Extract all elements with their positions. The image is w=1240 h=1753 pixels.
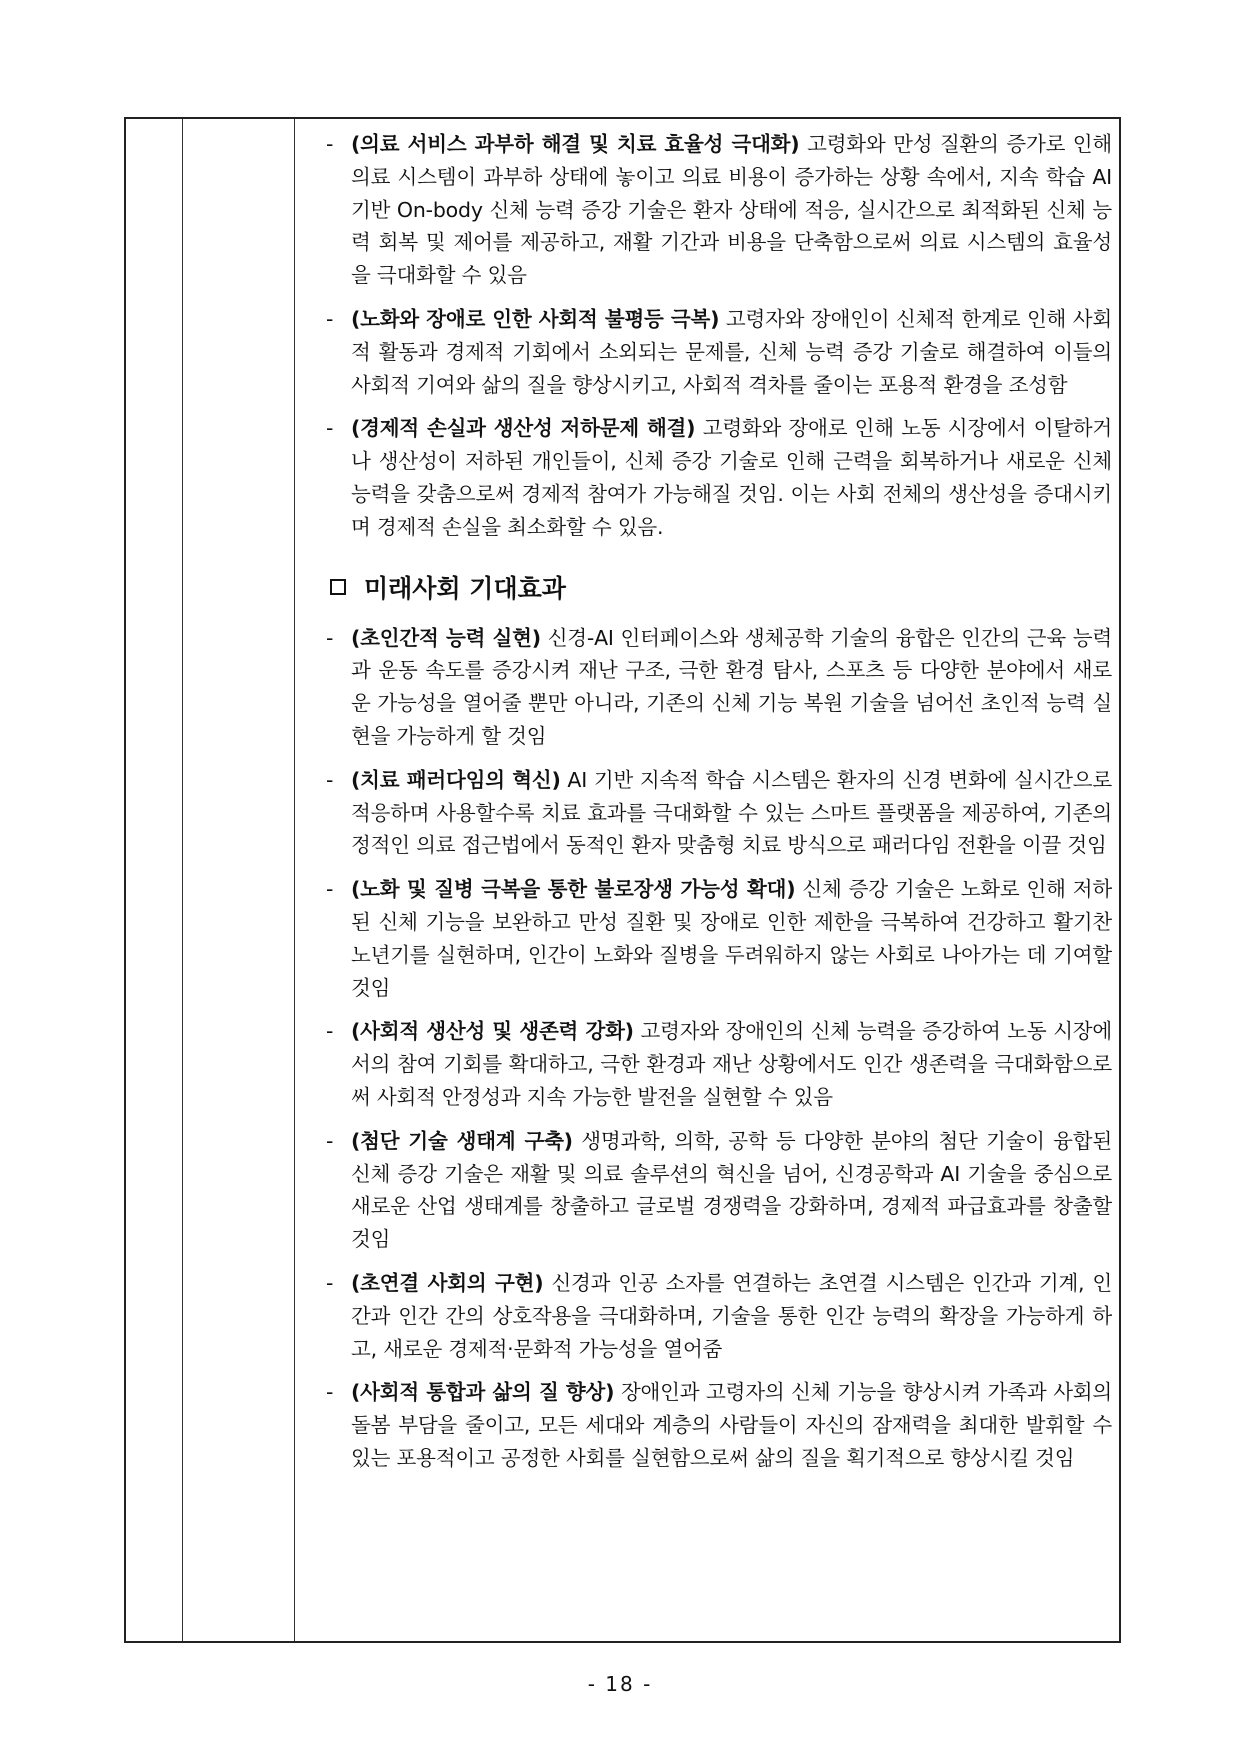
item-body: 고령자와 장애인이 신체적 한계로 인해 사회적 활동과 경제적 기회에서 소외되는 문제를, 신체 능력 증강 기술로 해결하여 이들의 사회적 기여와 삶의 질을 향상시키고, 사회적 격차를 줄이는 포용적 환경을 조성함 bbox=[351, 306, 1112, 397]
item-body: 고령자와 장애인의 신체 능력을 증강하여 노동 시장에서의 참여 기회를 확대하고, 극한 환경과 재난 상황에서도 인간 생존력을 극대화함으로써 사회적 안정성과 지속 가능한 발전을 실현할 수 있음 bbox=[351, 1019, 1113, 1109]
bullet-item bbox=[326, 128, 1112, 292]
column-divider-1 bbox=[182, 119, 183, 1641]
dash-marker: - bbox=[326, 1270, 334, 1295]
item-title: (사회적 통합과 삶의 질 향상) bbox=[351, 1380, 615, 1405]
bullet-item bbox=[326, 622, 1112, 753]
bullet-item bbox=[326, 764, 1112, 862]
item-title: (초인간적 능력 실현) bbox=[351, 625, 541, 650]
item-title: (초연결 사회의 구현) bbox=[351, 1270, 544, 1295]
item-title: (첨단 기술 생태계 구축) bbox=[351, 1128, 573, 1153]
item-title: (의료 서비스 과부하 해결 및 치료 효율성 극대화) bbox=[351, 132, 800, 156]
bullet-item bbox=[326, 303, 1112, 401]
bullet-item bbox=[326, 1267, 1112, 1365]
section-title: 미래사회 기대효과 bbox=[364, 573, 566, 603]
dash-marker: - bbox=[326, 416, 334, 441]
page-number: - 18 - bbox=[587, 1672, 653, 1696]
bullet-item bbox=[326, 1125, 1112, 1256]
item-body: AI 기반 지속적 학습 시스템은 환자의 신경 변화에 실시간으로 적응하며 사용할수록 치료 효과를 극대화할 수 있는 스마트 플랫폼을 제공하여, 기존의 정적인 의료 접근법에서 동적인 환자 맞춤형 치료 방식으로 패러다임 전환을 이끌 것임 bbox=[351, 767, 1112, 858]
bullet-item bbox=[326, 873, 1112, 1004]
item-body: 신경-AI 인터페이스와 생체공학 기술의 융합은 인간의 근육 능력과 운동 속도를 증강시켜 재난 구조, 극한 환경 탐사, 스포츠 등 다양한 분야에서 새로운 가능성을 열어줄 뿐만 아니라, 기존의 신체 기능 복원 기술을 넘어선 초인적 능력 실현을 가능하게 할 것임 bbox=[351, 625, 1112, 748]
content-cell bbox=[326, 128, 1112, 1486]
bullet-item bbox=[326, 412, 1112, 543]
dash-marker: - bbox=[326, 306, 334, 331]
dash-marker: - bbox=[326, 132, 334, 156]
bullet-item bbox=[326, 1376, 1112, 1474]
dash-marker: - bbox=[326, 1019, 334, 1044]
column-divider-2 bbox=[294, 119, 295, 1641]
checkbox-square-icon bbox=[330, 579, 346, 595]
item-title: (치료 패러다임의 혁신) bbox=[351, 767, 561, 792]
dash-marker: - bbox=[326, 625, 334, 650]
item-title: (노화와 장애로 인한 사회적 불평등 극복) bbox=[351, 306, 720, 331]
item-title: (경제적 손실과 생산성 저하문제 해결) bbox=[351, 416, 696, 441]
dash-marker: - bbox=[326, 877, 334, 902]
dash-marker: - bbox=[326, 767, 334, 792]
item-body: 고령화와 만성 질환의 증가로 인해 의료 시스템이 과부하 상태에 놓이고 의료 비용이 증가하는 상황 속에서, 지속 학습 AI 기반 On-body 신체 능력 증강 기술은 환자 상태에 적응, 실시간으로 최적화된 신체 능력 회복 및 제어를 제공하고, 재활 기간과 비용을 단축함으로써 의료 시스템의 효율성을 극대화할 수 있음 bbox=[351, 132, 1112, 288]
item-body: 장애인과 고령자의 신체 기능을 향상시켜 가족과 사회의 돌봄 부담을 줄이고, 모든 세대와 계층의 사람들이 자신의 잠재력을 최대한 발휘할 수 있는 포용적이고 공정한 사회를 실현함으로써 삶의 질을 획기적으로 향상시킬 것임 bbox=[351, 1380, 1112, 1470]
item-body: 신경과 인공 소자를 연결하는 초연결 시스템은 인간과 기계, 인간과 인간 간의 상호작용을 극대화하며, 기술을 통한 인간 능력의 확장을 가능하게 하고, 새로운 경제적·문화적 가능성을 열어줌 bbox=[351, 1270, 1112, 1361]
dash-marker: - bbox=[326, 1380, 334, 1405]
bullet-item bbox=[326, 1015, 1112, 1113]
item-body: 고령화와 장애로 인해 노동 시장에서 이탈하거나 생산성이 저하된 개인들이, 신체 증강 기술로 인해 근력을 회복하거나 새로운 신체 능력을 갖춤으로써 경제적 참여가 가능해질 것임. 이는 사회 전체의 생산성을 증대시키며 경제적 손실을 최소화할 수 있음. bbox=[351, 416, 1112, 539]
item-title: (노화 및 질병 극복을 통한 불로장생 가능성 확대) bbox=[351, 877, 796, 902]
item-body: 생명과학, 의학, 공학 등 다양한 분야의 첨단 기술이 융합된 신체 증강 기술은 재활 및 의료 솔루션의 혁신을 넘어, 신경공학과 AI 기술을 중심으로 새로운 산업 생태계를 창출하고 글로벌 경쟁력을 강화하며, 경제적 파급효과를 창출할 것임 bbox=[351, 1128, 1112, 1252]
item-body: 신체 증강 기술은 노화로 인해 저하된 신체 기능을 보완하고 만성 질환 및 장애로 인한 제한을 극복하여 건강하고 활기찬 노년기를 실현하며, 인간이 노화와 질병을 두려워하지 않는 사회로 나아가는 데 기여할 것임 bbox=[351, 877, 1112, 1000]
dash-marker: - bbox=[326, 1128, 334, 1153]
section-heading bbox=[326, 566, 1112, 608]
item-title: (사회적 생산성 및 생존력 강화) bbox=[351, 1019, 634, 1044]
